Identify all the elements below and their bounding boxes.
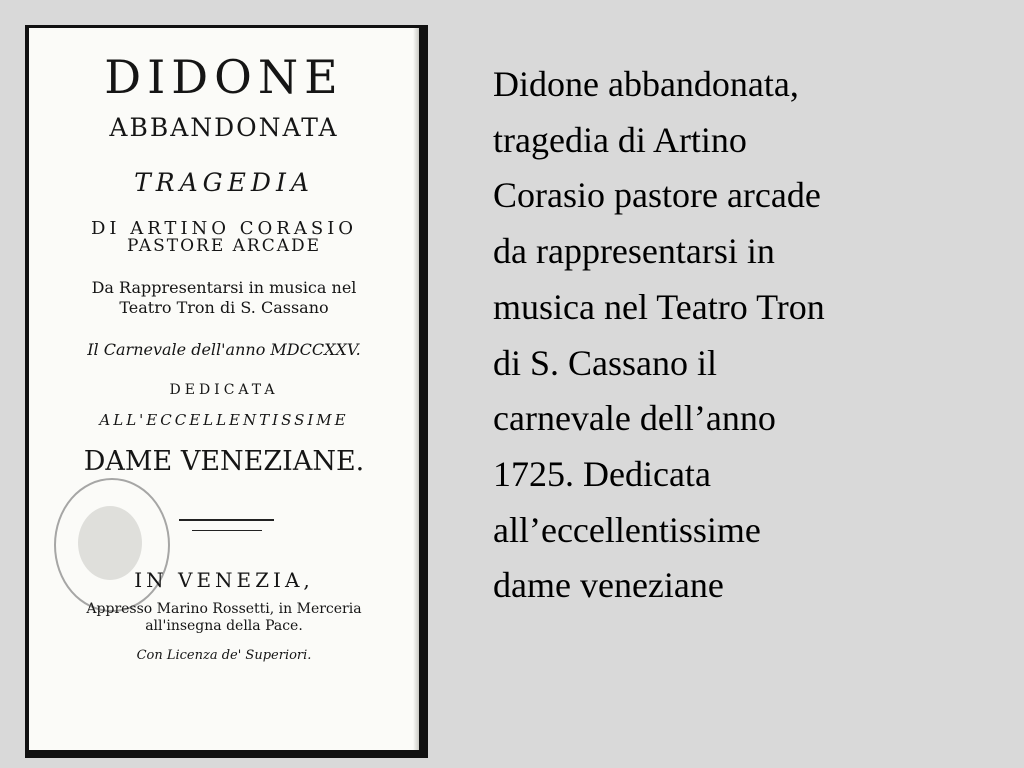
- caption-line: tragedia di Artino: [493, 119, 747, 160]
- title-page-subtitle: ABBANDONATA: [109, 113, 339, 142]
- caption-line: all’eccellentissime: [493, 509, 761, 550]
- title-page-dedicata: DEDICATA: [169, 382, 279, 398]
- title-page-printer-line-1: Appresso Marino Rossetti, in Merceria: [86, 601, 362, 617]
- caption-line: Didone abbandonata,: [493, 64, 799, 104]
- title-page-rule: [179, 519, 274, 521]
- title-page-performance-line-1: Da Rappresentarsi in musica nel: [91, 278, 357, 297]
- caption-line: di S. Cassano il: [493, 342, 718, 383]
- title-page-title: DIDONE: [104, 50, 344, 104]
- title-page-eccellentissime: ALL'ECCELLENTISSIME: [99, 411, 349, 429]
- title-page-printer-line-2: all'insegna della Pace.: [145, 618, 303, 634]
- caption-line: musica nel Teatro Tron: [493, 286, 825, 327]
- title-page-dame: DAME VENEZIANE.: [83, 446, 365, 477]
- title-page-author: DI ARTINO CORASIO: [90, 218, 358, 239]
- title-page-city: IN VENEZIA,: [134, 568, 314, 592]
- caption-line: Corasio pastore arcade: [493, 175, 821, 216]
- title-page-rule-short: [192, 530, 262, 531]
- caption-line: da rappresentarsi in: [493, 231, 775, 272]
- caption-line: 1725. Dedicata: [493, 453, 711, 494]
- title-page-paper: [29, 28, 419, 750]
- caption-text: [493, 57, 993, 614]
- title-page-author-role: PASTORE ARCADE: [126, 236, 322, 256]
- title-page-scan: [25, 25, 428, 758]
- title-page-license: Con Licenza de' Superiori.: [136, 648, 312, 663]
- title-page-carnival: Il Carnevale dell'anno MDCCXXV.: [87, 340, 361, 359]
- title-page-genre: TRAGEDIA: [134, 168, 314, 197]
- caption-line: dame veneziane: [493, 565, 724, 606]
- title-page-performance-line-2: Teatro Tron di S. Cassano: [119, 298, 329, 317]
- caption-line: carnevale dell’anno: [493, 398, 776, 439]
